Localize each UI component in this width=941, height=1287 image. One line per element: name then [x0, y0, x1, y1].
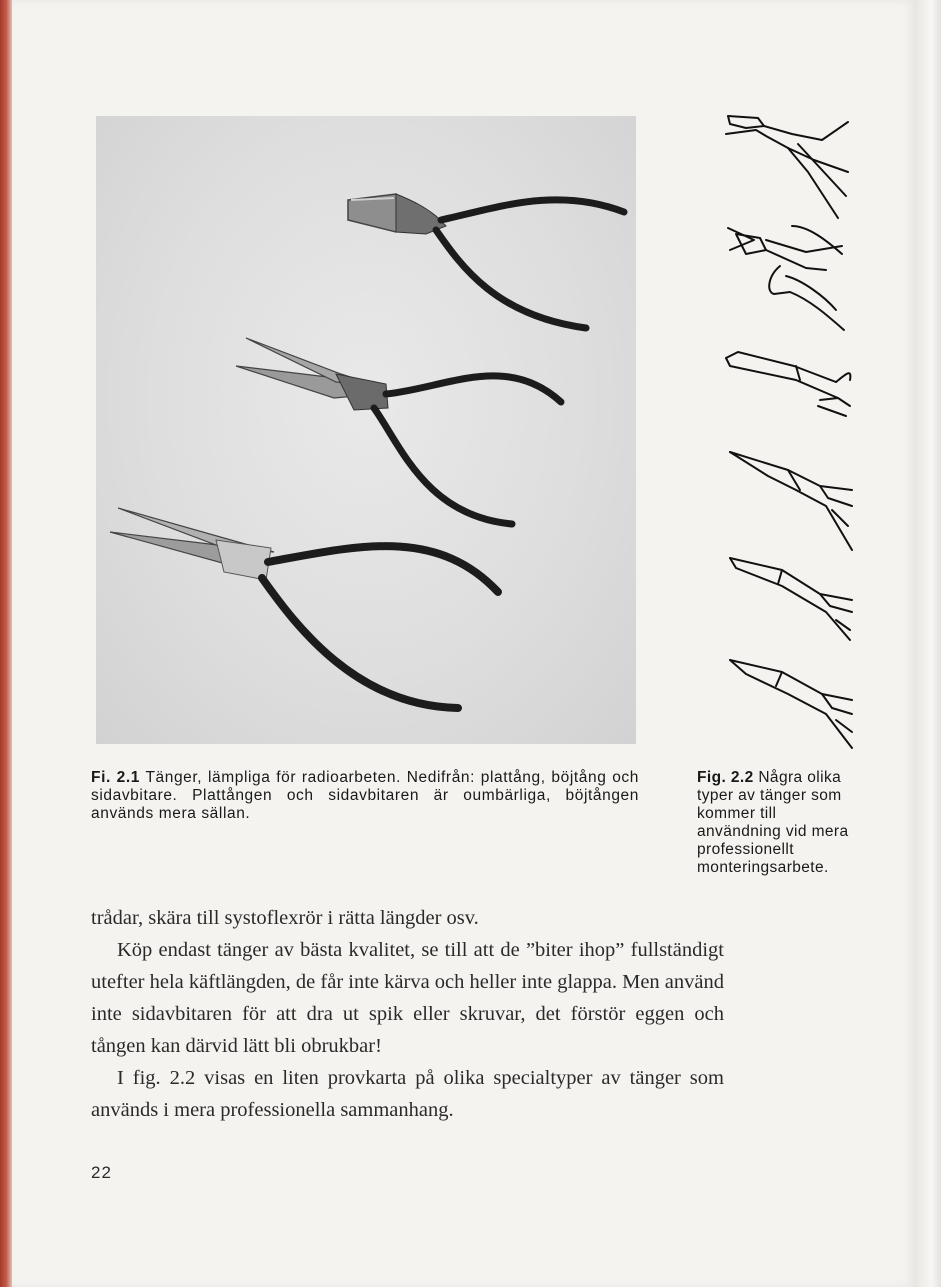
plier-drawing-1 [726, 116, 848, 218]
page-edge [917, 0, 941, 1287]
bent-nose-pliers-image [236, 338, 561, 524]
plier-drawing-4 [730, 452, 852, 550]
pliers-photo-drawing [96, 116, 636, 744]
plier-drawing-3 [726, 352, 850, 416]
pliers-photo [96, 116, 636, 744]
body-text [91, 902, 724, 1126]
figure-2-caption [697, 769, 862, 877]
plier-types-drawing [716, 100, 866, 770]
paragraph-3: I fig. 2.2 visas en liten provkarta på olika specialtyper av tänger som används i mera professionella sammanhang. [91, 1067, 724, 1121]
figure-2-label: Fig. 2.2 [697, 769, 754, 786]
paragraph-1: trådar, skära till systoflexrör i rätta längder osv. [91, 907, 479, 929]
flat-nose-pliers-image [110, 508, 498, 708]
side-cutter-pliers-image [348, 194, 624, 328]
figure-1-label: Fi. 2.1 [91, 769, 140, 786]
figure-1-caption-text: Tänger, lämpliga för radioarbeten. Nedifrån: plattång, böjtång och sidavbitare. Plattången och sidavbitaren är oumbärliga, böjtången används mera sällan. [91, 769, 639, 822]
paragraph-2: Köp endast tänger av bästa kvalitet, se till att de ”biter ihop” fullständigt utefter hela käftlängden, de får inte kärva och heller inte glappa. Men använd inte sidavbitaren för att dra ut spik eller skruvar, det förstör eggen och tången kan därvid lätt bli obrukbar! [91, 939, 724, 1057]
figure-1-caption [91, 769, 639, 823]
plier-drawing-2 [728, 226, 844, 330]
figure-2-caption-text: Några olika typer av tänger som kommer till användning vid mera professionellt monteringsarbete. [697, 769, 849, 876]
page-number: 22 [91, 1163, 112, 1182]
plier-drawing-5 [730, 558, 852, 640]
plier-drawing-6 [730, 660, 852, 748]
